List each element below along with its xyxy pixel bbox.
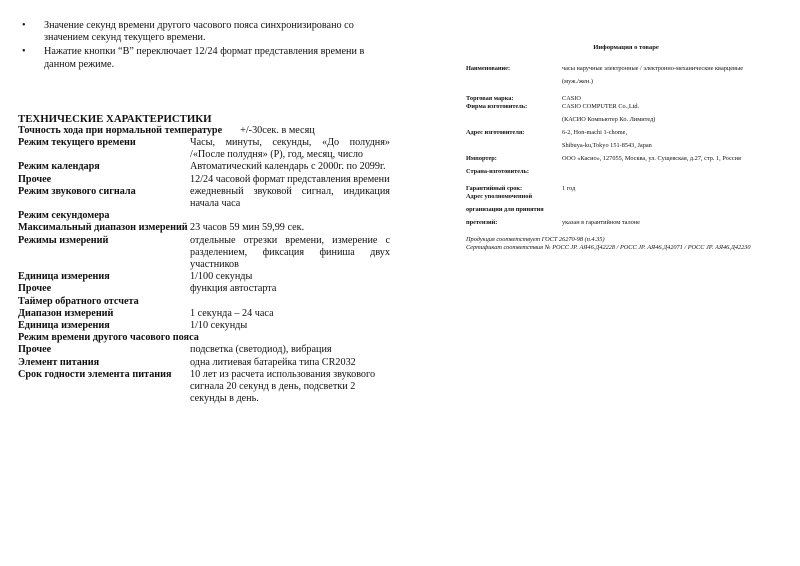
info-value: 6-2, Hon-machi 1-chome,	[562, 129, 628, 136]
gost-note: Продукция соответствует ГОСТ 26270-98 (п.4.35)	[466, 236, 605, 243]
spec-row	[18, 137, 390, 161]
spec-row	[18, 320, 390, 332]
info-label: Импортер:	[466, 155, 497, 162]
spec-value: ежедневный звуковой сигнал, индикация начала часа	[190, 185, 390, 210]
spec-value: 1/10 секунды	[190, 320, 248, 332]
spec-value: отдельные отрезки времени, измерение с разделением, фиксация финиша двух участников	[190, 234, 390, 271]
spec-label: Прочее	[18, 283, 52, 295]
spec-label: Максимальный диапазон измерений	[18, 222, 188, 234]
spec-label: Точность хода при нормальной температуре	[18, 124, 223, 136]
info-row-maker	[466, 103, 766, 111]
spec-section-heading	[18, 210, 390, 222]
info-row-maker-cont	[466, 116, 766, 124]
spec-label: Срок годности элемента питания	[18, 368, 172, 380]
spec-label: Прочее	[18, 173, 52, 185]
spec-row	[18, 222, 390, 234]
product-info	[466, 44, 766, 252]
bullet-item: • Значение секунд времени другого часового пояса синхронизировано со значением секунд текущего времени.	[22, 20, 354, 44]
spec-row	[18, 174, 390, 186]
spec-label: Режим текущего времени	[18, 137, 136, 149]
spec-row	[18, 271, 390, 283]
spec-label: Режим звукового сигнала	[18, 185, 136, 197]
info-label: Адрес изготовителя:	[466, 129, 525, 136]
bullet-list	[18, 20, 390, 71]
info-row-warranty	[466, 185, 766, 193]
info-row-brand	[466, 95, 766, 103]
spec-section-heading	[18, 332, 390, 344]
info-value: CASIO	[562, 95, 581, 102]
bullet-item: • Нажатие кнопки “B” переключает 12/24 формат представления времени в данном режиме.	[22, 46, 365, 70]
spec-row	[18, 357, 390, 369]
spec-value: функция автостарта	[190, 283, 277, 295]
info-label: организации для принятия	[466, 206, 544, 213]
info-value: Shibuya-ku,Tokyo 151-8543, Japan	[562, 142, 652, 149]
spec-label: Единица измерения	[18, 271, 110, 283]
spec-label: Таймер обратного отсчета	[18, 295, 139, 307]
specs-table	[18, 125, 390, 406]
info-row-claims	[466, 219, 766, 227]
spec-label: Прочее	[18, 344, 52, 356]
bullet-icon: •	[22, 20, 26, 31]
info-value: (муж./жен.)	[562, 78, 593, 85]
info-value: указан в гарантийном талоне	[562, 219, 640, 226]
info-row-importer	[466, 155, 766, 163]
spec-row	[18, 308, 390, 320]
info-row-name-cont	[466, 78, 766, 86]
spec-value: подсветка (светодиод), вибрация	[190, 344, 332, 356]
spec-label: Режим секундомера	[18, 210, 110, 222]
info-row-name	[466, 65, 766, 73]
info-label: Страна-изготовитель:	[466, 168, 529, 175]
spec-label: Режим календаря	[18, 161, 100, 173]
info-value: CASIO COMPUTER Co.,Ltd.	[562, 103, 640, 110]
certificate-note: Сертификат соответствия № РОСС JP. АЯ46.Д42228 / РОСС JP. АЯ46.Д42071 / РОСС JP. АЯ46.Д42230	[466, 244, 751, 251]
info-row-org2	[466, 206, 766, 214]
spec-value: 1 секунда – 24 часа	[190, 307, 274, 319]
info-value: часы наручные электронные / электронно-механические кварцевые	[562, 65, 744, 72]
spec-label: Режим времени другого часового пояса	[18, 332, 199, 344]
spec-value: 23 часов 59 мин 59,99 сек.	[190, 222, 305, 234]
info-value: (КАСИО Компьютер Ко. Лимитед)	[562, 116, 656, 123]
info-label: Торговая марка:	[466, 95, 514, 102]
info-label: Фирма изготовитель:	[466, 103, 528, 110]
spec-row	[18, 161, 390, 173]
spec-row	[18, 344, 390, 356]
info-row-address	[466, 129, 766, 137]
spec-label: Диапазон измерений	[18, 307, 114, 319]
left-column	[18, 20, 390, 405]
info-value: 1 год	[562, 185, 576, 192]
spec-value: одна литиевая батарейка типа CR2032	[190, 356, 356, 368]
spec-label: Элемент питания	[18, 356, 100, 368]
info-row-org	[466, 193, 766, 201]
spec-value: 10 лет из расчета использования звукового сигнала 20 секунд в день, подсветки 2 секунды в день.	[190, 368, 376, 405]
spec-row	[18, 235, 390, 272]
info-label: Наименование:	[466, 65, 511, 72]
spec-value: 12/24 часовой формат представления времени	[190, 173, 390, 185]
spec-value: +/-30сек. в месяц	[240, 124, 315, 136]
spec-value: Автоматический календарь с 2000г. по 2099г.	[190, 161, 386, 173]
spec-row	[18, 369, 390, 406]
spec-value: Часы, минуты, секунды, «До полудня» /«После полудня» (P), год, месяц, число	[190, 137, 390, 161]
info-label: претензий:	[466, 219, 498, 226]
spec-label: Режимы измерений	[18, 234, 109, 246]
spec-row	[18, 186, 390, 210]
spec-value: 1/100 секунды	[190, 271, 253, 283]
info-value: ООО «Касио», 127055, Москва, ул. Сущевская, д.27, стр. 1, Россия	[562, 155, 741, 162]
info-label: Адрес уполномоченной	[466, 193, 533, 200]
specs-title: ТЕХНИЧЕСКИЕ ХАРАКТЕРИСТИКИ	[18, 112, 212, 125]
product-info-title: Информация о товаре	[593, 44, 659, 51]
info-label: Гарантийный срок:	[466, 185, 523, 192]
spec-section-heading	[18, 296, 390, 308]
spec-row	[18, 283, 390, 295]
spec-label: Единица измерения	[18, 320, 110, 332]
info-row-address-cont	[466, 142, 766, 150]
bullet-icon: •	[22, 46, 26, 58]
spec-row-accuracy	[18, 125, 390, 137]
info-row-country	[466, 168, 766, 176]
